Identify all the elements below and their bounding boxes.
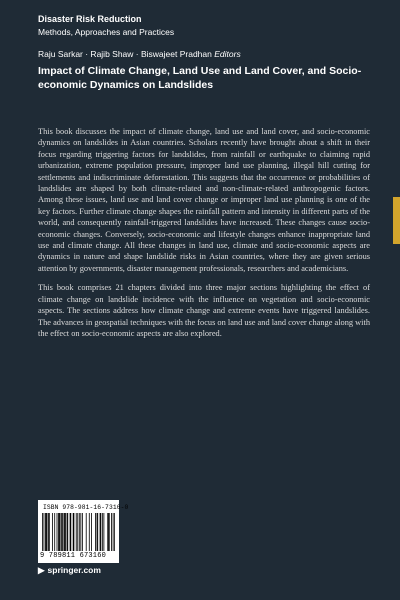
series-title: Disaster Risk Reduction [38, 14, 142, 24]
book-description [38, 126, 370, 347]
isbn-barcode [38, 500, 129, 563]
book-title: Impact of Climate Change, Land Use and Land Cover, and Socio-economic Dynamics on Landslides [38, 65, 362, 91]
editors-suffix: Editors [214, 49, 241, 59]
publisher-url: springer.com [47, 565, 101, 575]
accent-tab [393, 197, 400, 244]
publisher-link[interactable] [38, 565, 101, 576]
barcode-digits: 9 789811 673160 [40, 552, 107, 560]
description-paragraph: This book comprises 21 chapters divided into three major sections highlighting the effect of climate change on landslide incidence with the influence on vegetation and socio-economic aspects. The sections address how climate change and extreme events have triggered landslides. The advances in geospatial techniques with the focus on land use and land cover change along with the effect on socio-economic aspects are also explored. [38, 283, 370, 338]
barcode-bars [42, 513, 115, 551]
series-subtitle: Methods, Approaches and Practices [38, 27, 175, 37]
editor-names: Raju Sarkar · Rajib Shaw · Biswajeet Pradhan [38, 49, 212, 59]
editors-line [38, 49, 241, 59]
isbn-label: ISBN 978-981-16-7316-0 [43, 504, 129, 511]
chevron-right-icon: ▶ [38, 565, 45, 575]
description-paragraph: This book discusses the impact of climate change, land use and land cover, and socio-economic dynamics on landslides in Asian countries. Scholars recently have brought about a shift in their focus regarding triggering factors for landslides, from rainfall or earthquake to claiming rapid urbanization, extreme population pressure, improper land use planning, illegal hill cutting for settlements and indiscriminate deforestation. This suggests that the occurrence or probabilities of landslides are shaped by both climate-related and non-climate-related anthropogenic factors. Among these issues, land use and land cover change or improper land use planning is one of the key factors. Further climate change shapes the rainfall pattern and intensity in different parts of the world, and consequently rainfall-triggered landslides have increased. These changes cause socio-economic changes. Conversely, socio-economic and lifestyle changes enhance inappropriate land use and climate change. All these changes in land use, climate and socio-economic aspects are dynamics in nature and shape landslide risks in Asian countries, where they are given serious attention by governments, disaster management professionals, researchers and academicians. [38, 127, 370, 273]
